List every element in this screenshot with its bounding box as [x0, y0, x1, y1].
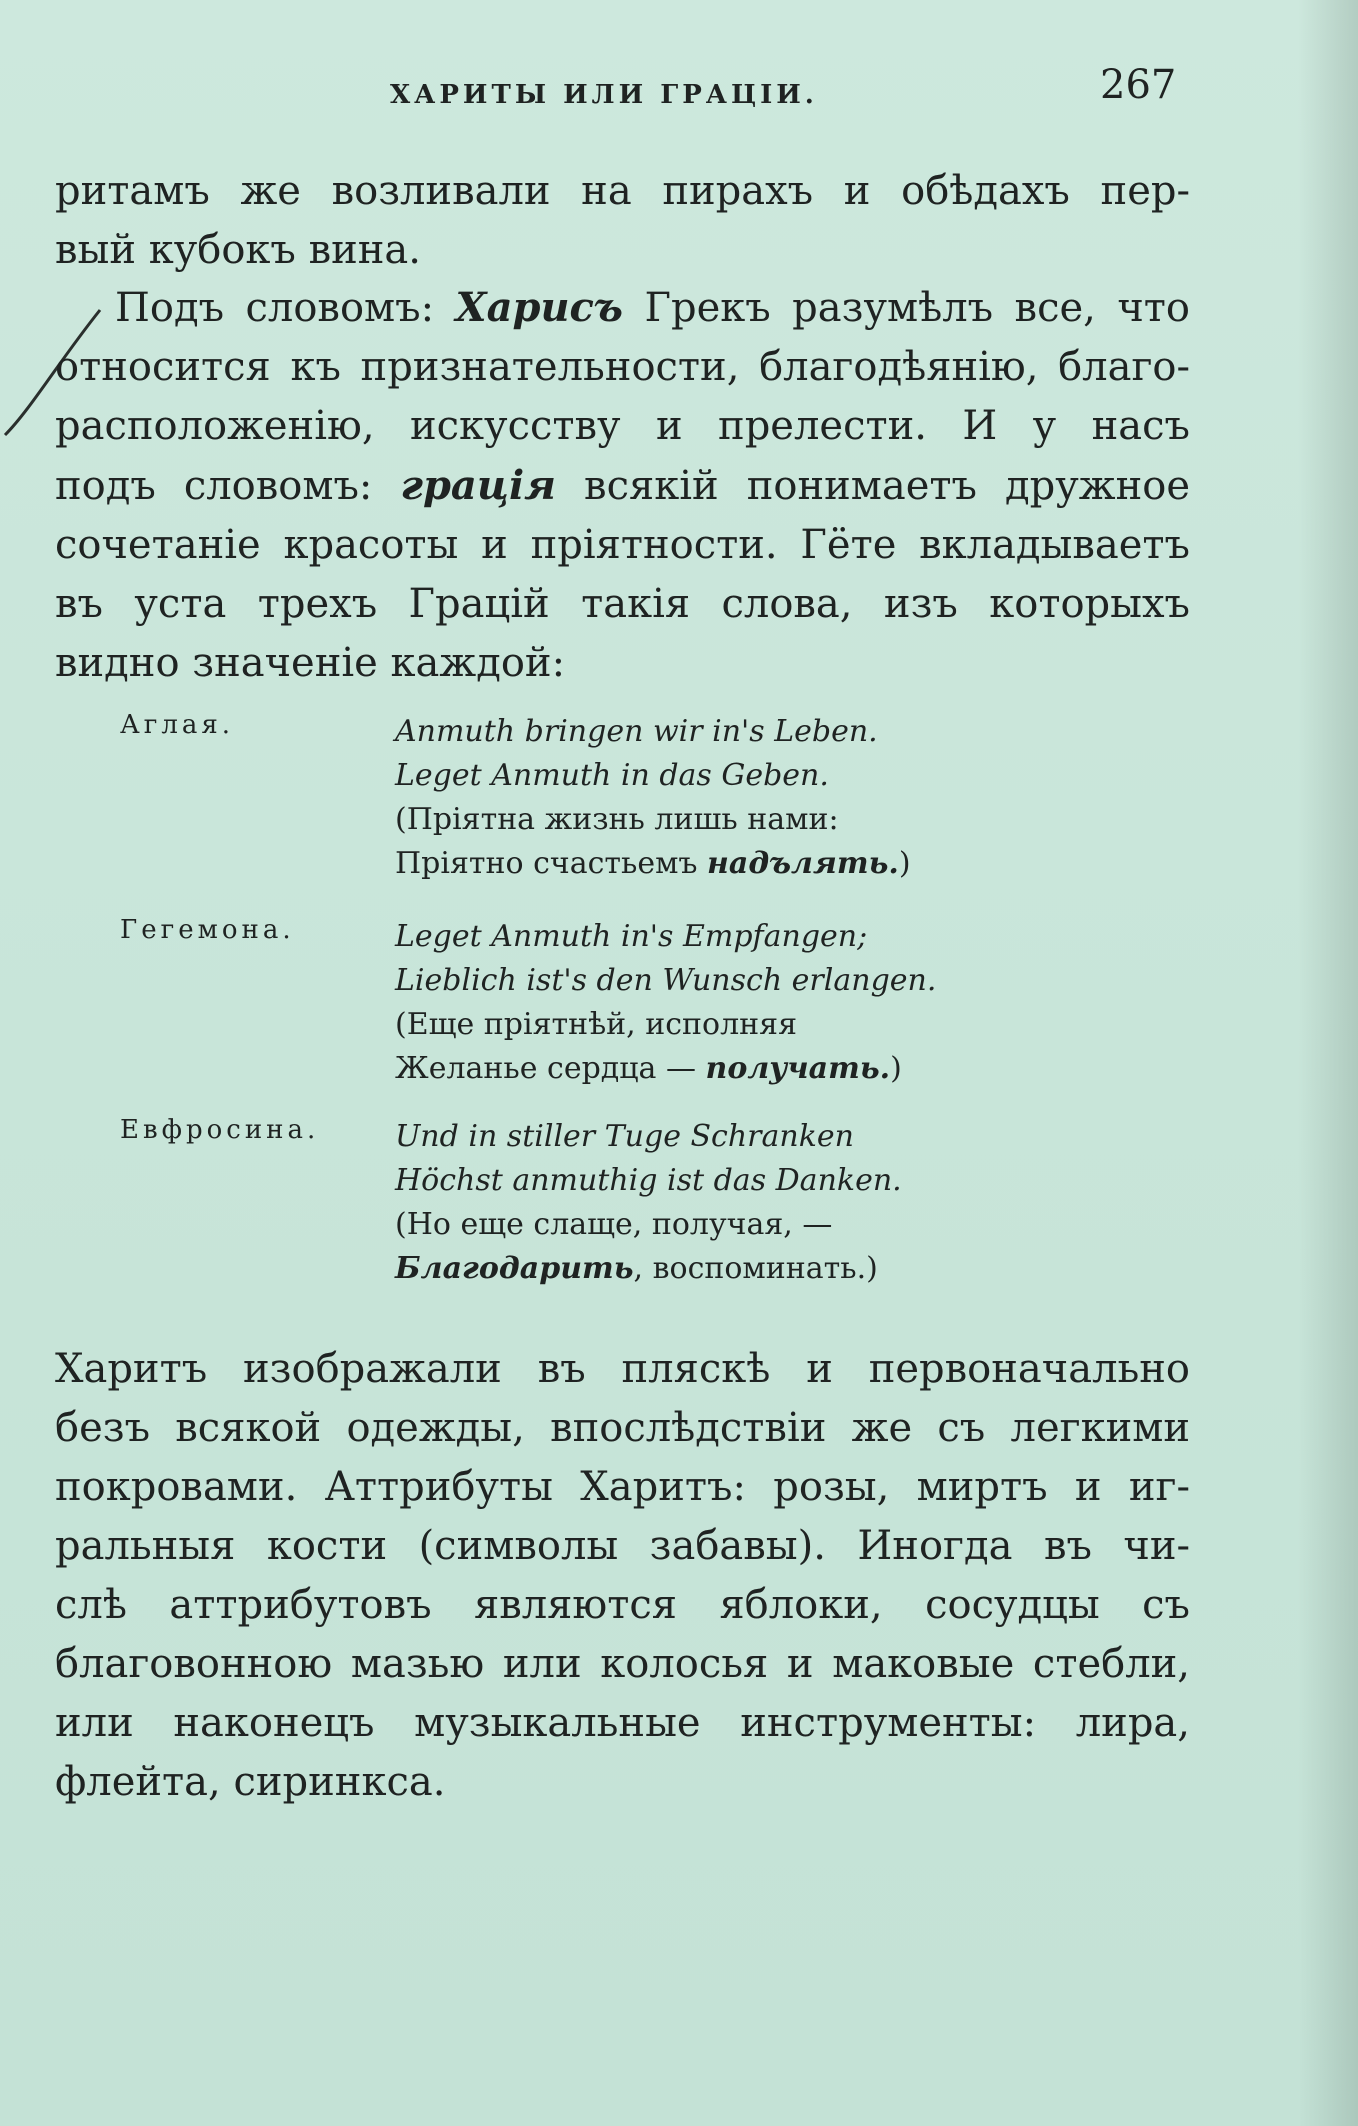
speaker-name: Аглая. — [120, 710, 234, 740]
verse — [395, 915, 936, 1091]
text-line: въ уста трехъ Грацій такія слова, изъ которыхъ — [55, 581, 1190, 627]
running-title: ХАРИТЫ ИЛИ ГРАЦІИ. — [390, 80, 818, 110]
verse-line-russian: (Но еще слаще, получая, — — [395, 1207, 833, 1242]
text-line: подъ словомъ: грація всякій понимаетъ дружное — [55, 462, 1190, 509]
text-line: ритамъ же возливали на пирахъ и обѣдахъ пер- — [55, 168, 1190, 214]
speaker-name: Евфросина. — [120, 1115, 320, 1145]
verse-line-russian: Желанье сердца — получать.) — [395, 1051, 902, 1086]
emphasis: Харисъ — [455, 284, 623, 331]
verse-line-german: Lieblich ist's den Wunsch erlangen. — [395, 963, 937, 998]
text-line: видно значеніе каждой: — [55, 640, 566, 686]
verse-line-russian: Пріятно счастьемъ надълять.) — [395, 846, 911, 881]
verse-line-german: Leget Anmuth in das Geben. — [395, 758, 829, 793]
paragraph-1 — [55, 162, 1190, 280]
text-line: расположенію, искусству и прелести. И у насъ — [55, 403, 1190, 449]
verse-line-german: Höchst anmuthig ist das Danken. — [395, 1163, 902, 1198]
text-line: относится къ признательности, благодѣянію, благо- — [55, 344, 1190, 390]
text-line: безъ всякой одежды, впослѣдствіи же съ легкими — [55, 1405, 1190, 1451]
verse-line-russian: Благодарить, воспоминать.) — [395, 1251, 878, 1286]
text-line: сочетаніе красоты и пріятности. Гёте вкладываетъ — [55, 522, 1190, 568]
verse — [395, 710, 911, 886]
verse-line-german: Anmuth bringen wir in's Leben. — [395, 714, 878, 749]
verse-line-german: Leget Anmuth in's Empfangen; — [395, 919, 868, 954]
paragraph-2 — [55, 278, 1190, 693]
verse-line-russian: (Еще пріятнѣй, исполняя — [395, 1007, 798, 1042]
text-line: или наконецъ музыкальные инструменты: лира, — [55, 1700, 1190, 1746]
text-line: Харитъ изображали въ пляскѣ и первоначально — [55, 1346, 1190, 1392]
text-line: вый кубокъ вина. — [55, 227, 421, 273]
paragraph-3 — [55, 1340, 1190, 1812]
text-line: слѣ аттрибутовъ являются яблоки, сосудцы съ — [55, 1582, 1190, 1628]
page-number: 267 — [1100, 62, 1177, 108]
text-line: ральныя кости (символы забавы). Иногда въ чи- — [55, 1523, 1190, 1569]
text-line: флейта, сиринкса. — [55, 1759, 446, 1805]
verse — [395, 1115, 902, 1291]
text-line: Подъ словомъ: Харисъ Грекъ разумѣлъ все, что — [115, 284, 1190, 331]
emphasis: грація — [400, 462, 556, 509]
text-line: покровами. Аттрибуты Харитъ: розы, миртъ и иг- — [55, 1464, 1190, 1510]
text-line: благовонною мазью или колосья и маковые стебли, — [55, 1641, 1190, 1687]
verse-line-russian: (Пріятна жизнь лишь нами: — [395, 802, 839, 837]
speaker-name: Гегемона. — [120, 915, 295, 945]
verse-line-german: Und in stiller Tuge Schranken — [395, 1119, 854, 1154]
